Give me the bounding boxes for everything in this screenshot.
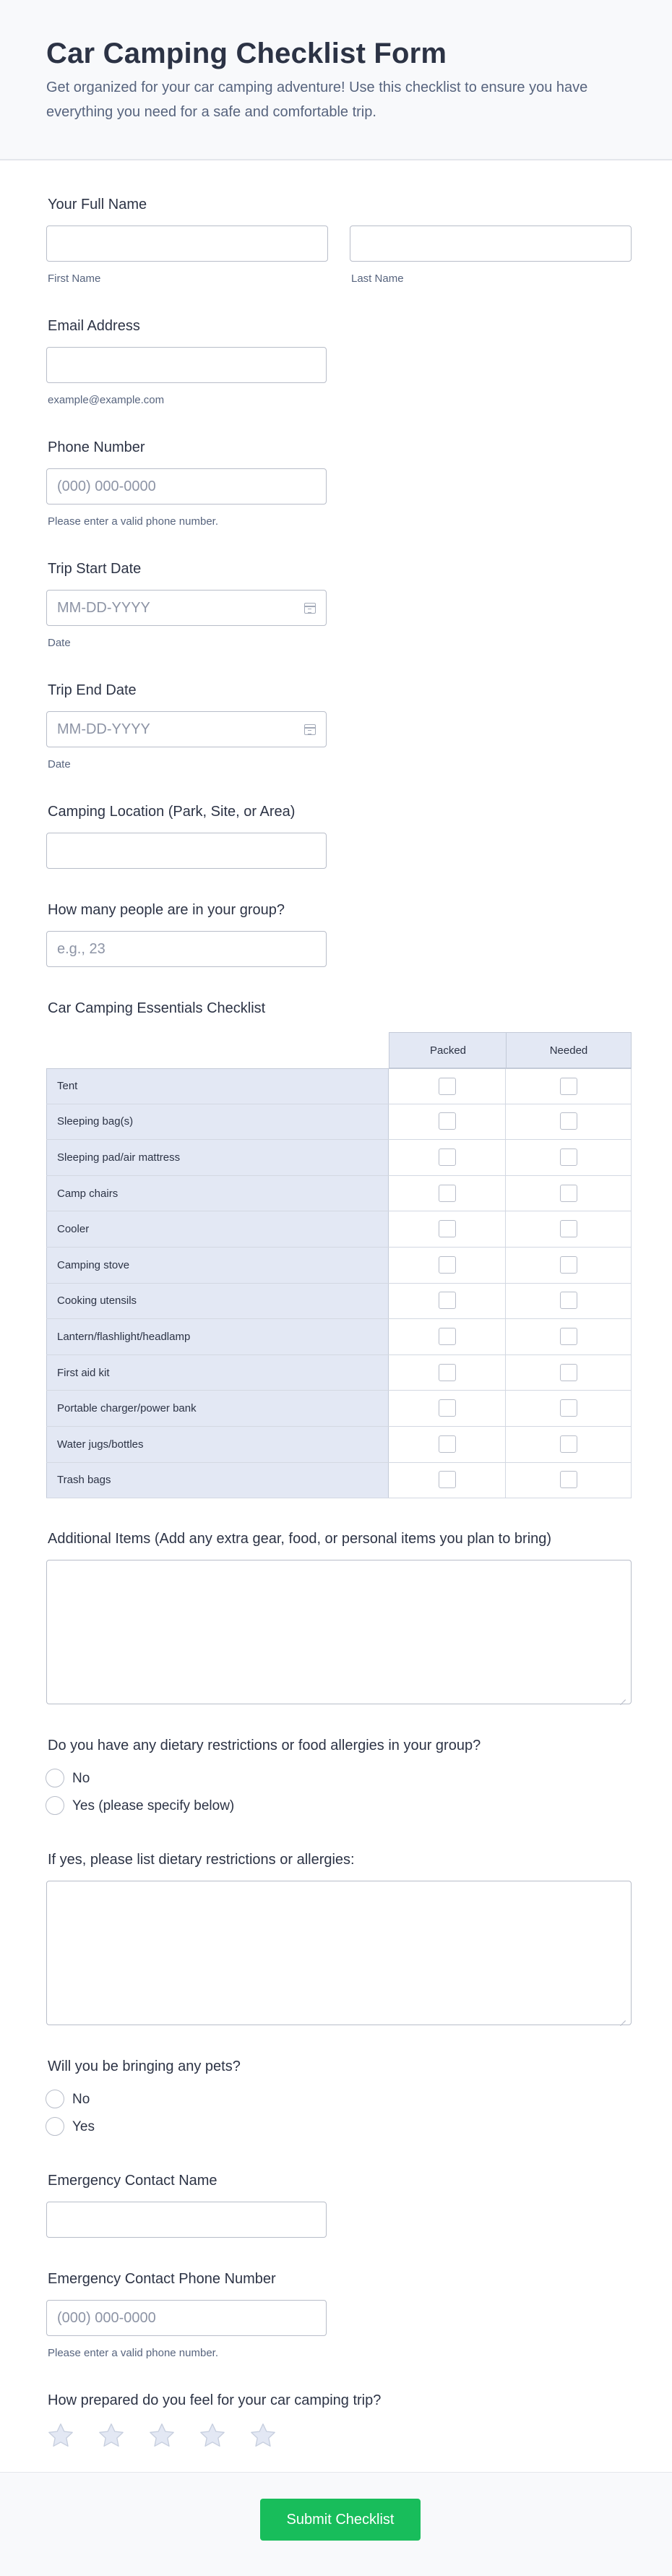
matrix-cell-packed — [389, 1211, 506, 1247]
packed-checkbox[interactable] — [439, 1292, 456, 1309]
page-title: Car Camping Checklist Form — [46, 38, 447, 69]
packed-checkbox[interactable] — [439, 1399, 456, 1417]
email-label: Email Address — [48, 318, 140, 334]
packed-checkbox[interactable] — [439, 1185, 456, 1202]
star-icon[interactable] — [147, 2421, 176, 2450]
dietary-details-label: If yes, please list dietary restrictions or allergies: — [48, 1852, 355, 1868]
matrix-cell-needed — [506, 1248, 632, 1283]
packed-checkbox[interactable] — [439, 1471, 456, 1488]
first-name-sublabel: First Name — [48, 272, 101, 285]
location-label: Camping Location (Park, Site, or Area) — [48, 804, 296, 820]
matrix-cell-packed — [389, 1069, 506, 1104]
needed-checkbox[interactable] — [560, 1399, 577, 1417]
resize-handle-icon[interactable] — [620, 2015, 627, 2022]
emergency-phone-input[interactable] — [46, 2300, 327, 2336]
star-icon[interactable] — [97, 2421, 126, 2450]
pets-yes-radio[interactable] — [46, 2117, 64, 2136]
last-name-sublabel: Last Name — [351, 272, 404, 285]
star-icon[interactable] — [46, 2421, 75, 2450]
matrix-row — [46, 1391, 632, 1427]
full-name-label: Your Full Name — [48, 197, 147, 212]
matrix-row-label: First aid kit — [46, 1355, 389, 1391]
calendar-icon[interactable] — [304, 724, 316, 735]
matrix-row-label: Cooler — [46, 1211, 389, 1247]
matrix-row-label: Camping stove — [46, 1248, 389, 1283]
matrix-row-label: Lantern/flashlight/headlamp — [46, 1319, 389, 1354]
matrix-row-label: Cooking utensils — [46, 1284, 389, 1319]
matrix-row — [46, 1140, 632, 1176]
matrix-row-label: Sleeping pad/air mattress — [46, 1140, 389, 1175]
dietary-no-radio[interactable] — [46, 1769, 64, 1787]
matrix-cell-needed — [506, 1140, 632, 1175]
matrix-cell-needed — [506, 1284, 632, 1319]
emergency-phone-label: Emergency Contact Phone Number — [48, 2271, 276, 2287]
matrix-cell-packed — [389, 1176, 506, 1211]
matrix-cell-needed — [506, 1104, 632, 1140]
first-name-input[interactable] — [46, 226, 328, 262]
group-size-input[interactable] — [46, 931, 327, 967]
matrix-row — [46, 1248, 632, 1284]
needed-checkbox[interactable] — [560, 1364, 577, 1381]
matrix-row — [46, 1284, 632, 1320]
calendar-icon[interactable] — [304, 603, 316, 614]
matrix-cell-packed — [389, 1284, 506, 1319]
matrix-cell-needed — [506, 1176, 632, 1211]
matrix-row — [46, 1319, 632, 1355]
matrix-row — [46, 1463, 632, 1499]
matrix-cell-packed — [389, 1463, 506, 1498]
packed-checkbox[interactable] — [439, 1435, 456, 1453]
matrix-row-label: Trash bags — [46, 1463, 389, 1498]
dietary-details-textarea[interactable] — [46, 1881, 632, 2025]
phone-label: Phone Number — [48, 439, 145, 455]
matrix-row-label: Camp chairs — [46, 1176, 389, 1211]
submit-button[interactable]: Submit Checklist — [260, 2499, 421, 2541]
matrix-cell-packed — [389, 1104, 506, 1140]
matrix-row-label: Water jugs/bottles — [46, 1427, 389, 1462]
needed-checkbox[interactable] — [560, 1112, 577, 1130]
column-header-packed: Packed — [389, 1032, 507, 1068]
trip-start-sublabel: Date — [48, 637, 71, 649]
additional-items-textarea[interactable] — [46, 1560, 632, 1704]
pets-no-label: No — [72, 2092, 90, 2107]
packed-checkbox[interactable] — [439, 1328, 456, 1345]
matrix-row — [46, 1427, 632, 1463]
packed-checkbox[interactable] — [439, 1220, 456, 1237]
star-icon[interactable] — [198, 2421, 227, 2450]
matrix-cell-packed — [389, 1319, 506, 1354]
needed-checkbox[interactable] — [560, 1435, 577, 1453]
packed-checkbox[interactable] — [439, 1256, 456, 1274]
matrix-cell-packed — [389, 1427, 506, 1462]
star-icon[interactable] — [249, 2421, 277, 2450]
matrix-row — [46, 1355, 632, 1391]
matrix-cell-needed — [506, 1391, 632, 1426]
matrix-row-label: Sleeping bag(s) — [46, 1104, 389, 1140]
needed-checkbox[interactable] — [560, 1292, 577, 1309]
checklist-label: Car Camping Essentials Checklist — [48, 1000, 266, 1016]
matrix-cell-needed — [506, 1069, 632, 1104]
needed-checkbox[interactable] — [560, 1220, 577, 1237]
location-input[interactable] — [46, 833, 327, 869]
matrix-row-label: Portable charger/power bank — [46, 1391, 389, 1426]
dietary-no-label: No — [72, 1771, 90, 1786]
matrix-cell-packed — [389, 1140, 506, 1175]
pets-yes-label: Yes — [72, 2119, 95, 2134]
needed-checkbox[interactable] — [560, 1149, 577, 1166]
matrix-cell-packed — [389, 1248, 506, 1283]
pets-no-radio[interactable] — [46, 2090, 64, 2108]
matrix-cell-needed — [506, 1211, 632, 1247]
needed-checkbox[interactable] — [560, 1256, 577, 1274]
dietary-yes-radio[interactable] — [46, 1796, 64, 1815]
email-sublabel: example@example.com — [48, 394, 165, 406]
additional-items-label: Additional Items (Add any extra gear, food, or personal items you plan to bring) — [48, 1531, 552, 1547]
star-rating — [46, 2421, 277, 2450]
last-name-input[interactable] — [350, 226, 632, 262]
trip-end-date-input[interactable] — [46, 711, 327, 747]
matrix-cell-needed — [506, 1355, 632, 1391]
form-footer — [0, 2472, 672, 2576]
form-header — [0, 0, 672, 160]
matrix-row — [46, 1211, 632, 1248]
column-header-needed: Needed — [506, 1032, 632, 1068]
packed-checkbox[interactable] — [439, 1364, 456, 1381]
resize-handle-icon[interactable] — [620, 1694, 627, 1701]
phone-input[interactable] — [46, 468, 327, 505]
matrix-row — [46, 1176, 632, 1212]
matrix-cell-needed — [506, 1463, 632, 1498]
phone-sublabel: Please enter a valid phone number. — [48, 515, 218, 528]
emergency-phone-sublabel: Please enter a valid phone number. — [48, 2347, 218, 2359]
group-size-label: How many people are in your group? — [48, 902, 285, 918]
trip-end-sublabel: Date — [48, 758, 71, 770]
packed-checkbox[interactable] — [439, 1149, 456, 1166]
dietary-label: Do you have any dietary restrictions or food allergies in your group? — [48, 1738, 481, 1753]
pets-label: Will you be bringing any pets? — [48, 2058, 241, 2074]
email-input[interactable] — [46, 347, 327, 383]
page-description: Get organized for your car camping adventure! Use this checklist to ensure you have everything you need for a safe and comfortable trip. — [46, 80, 588, 120]
matrix-row-label: Tent — [46, 1069, 389, 1104]
dietary-yes-label: Yes (please specify below) — [72, 1798, 235, 1813]
needed-checkbox[interactable] — [560, 1328, 577, 1345]
trip-end-label: Trip End Date — [48, 682, 137, 698]
packed-checkbox[interactable] — [439, 1112, 456, 1130]
trip-start-label: Trip Start Date — [48, 561, 142, 577]
needed-checkbox[interactable] — [560, 1471, 577, 1488]
matrix-cell-needed — [506, 1319, 632, 1354]
matrix-cell-needed — [506, 1427, 632, 1462]
trip-start-date-input[interactable] — [46, 590, 327, 626]
matrix-row — [46, 1068, 632, 1104]
needed-checkbox[interactable] — [560, 1185, 577, 1202]
emergency-name-input[interactable] — [46, 2202, 327, 2238]
packed-checkbox[interactable] — [439, 1078, 456, 1095]
essentials-matrix — [46, 1032, 632, 1498]
matrix-cell-packed — [389, 1355, 506, 1391]
needed-checkbox[interactable] — [560, 1078, 577, 1095]
matrix-row — [46, 1104, 632, 1141]
matrix-cell-packed — [389, 1391, 506, 1426]
preparedness-label: How prepared do you feel for your car camping trip? — [48, 2392, 382, 2408]
emergency-name-label: Emergency Contact Name — [48, 2173, 217, 2189]
